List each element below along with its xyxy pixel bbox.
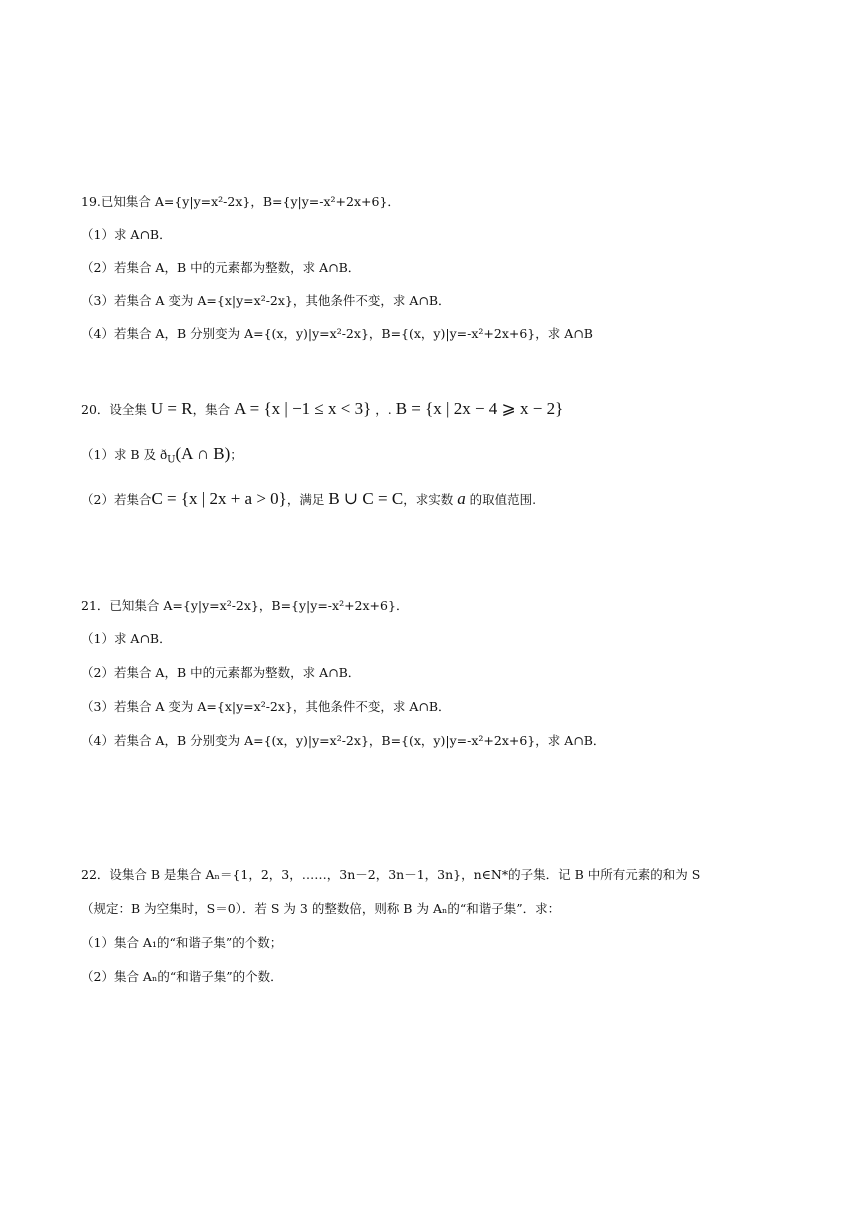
problem-20-mid: ，集合 — [192, 402, 231, 417]
intersection-expression: (A ∩ B) — [175, 444, 231, 463]
complement-symbol: ð — [160, 448, 168, 463]
problem-22-stem-line-1: 22．设集合 B 是集合 Aₙ＝{1，2，3，……，3n－2，3n－1，3n}，n∈N*的子集．记 B 中所有元素的和为 S — [81, 867, 701, 882]
problem-21-part-4: （4）若集合 A，B 分别变为 A={(x，y)|y=x²-2x}，B={(x，y)|y=-x²+2x+6}，求 A∩B． — [81, 733, 606, 748]
set-b-definition: B = {x | 2x − 4 ⩾ x − 2} — [395, 399, 564, 418]
problem-21-part-3: （3）若集合 A 变为 A={x|y=x²-2x}，其他条件不变，求 A∩B． — [81, 699, 451, 714]
problem-22-stem-line-2: （规定：B 为空集时，S＝0）．若 S 为 3 的整数倍，则称 B 为 Aₙ的“和谐子集”．求： — [81, 901, 561, 916]
set-c-definition: C = {x | 2x + a > 0} — [151, 489, 287, 508]
union-condition: B ∪ C = C — [328, 489, 404, 508]
problem-22-part-1: （1）集合 A₁的“和谐子集”的个数； — [81, 935, 283, 950]
problem-19-part-2: （2）若集合 A，B 中的元素都为整数，求 A∩B． — [81, 260, 361, 275]
part-2-end: 的取值范围. — [469, 492, 537, 507]
problem-21-part-1: （1）求 A∩B． — [81, 631, 172, 646]
complement-subscript: U — [167, 454, 176, 466]
problem-21-part-2: （2）若集合 A，B 中的元素都为整数，求 A∩B． — [81, 665, 361, 680]
part-1-lead: （1）求 B 及 — [81, 447, 157, 462]
problem-20-sep: ，. — [375, 402, 392, 417]
part-1-end: ； — [230, 447, 243, 462]
part-2-lead: （2）若集合 — [81, 492, 152, 507]
problem-22-part-2: （2）集合 Aₙ的“和谐子集”的个数． — [81, 969, 283, 984]
problem-19-part-4: （4）若集合 A，B 分别变为 A={(x，y)|y=x²-2x}，B={(x，y)|y=-x²+2x+6}，求 A∩B — [81, 326, 593, 341]
part-2-mid: ，满足 — [286, 492, 325, 507]
set-a-definition: A = {x | −1 ≤ x < 3} — [234, 399, 372, 418]
problem-19-stem: 19.已知集合 A={y|y=x²-2x}，B={y|y=-x²+2x+6}． — [81, 194, 400, 209]
variable-a: a — [457, 489, 466, 508]
universal-set-u: U = R — [150, 399, 193, 418]
part-2-mid2: ，求实数 — [403, 492, 454, 507]
problem-21-stem: 21．已知集合 A={y|y=x²-2x}，B={y|y=-x²+2x+6}． — [81, 598, 409, 613]
problem-20-part-2 — [81, 488, 536, 511]
problem-20-part-1 — [81, 443, 243, 472]
problem-20-stem — [81, 397, 563, 422]
problem-19-part-3: （3）若集合 A 变为 A={x|y=x²-2x}，其他条件不变，求 A∩B． — [81, 293, 451, 308]
problem-19-part-1: （1）求 A∩B． — [81, 227, 172, 242]
problem-20-lead: 20．设全集 — [81, 402, 147, 417]
